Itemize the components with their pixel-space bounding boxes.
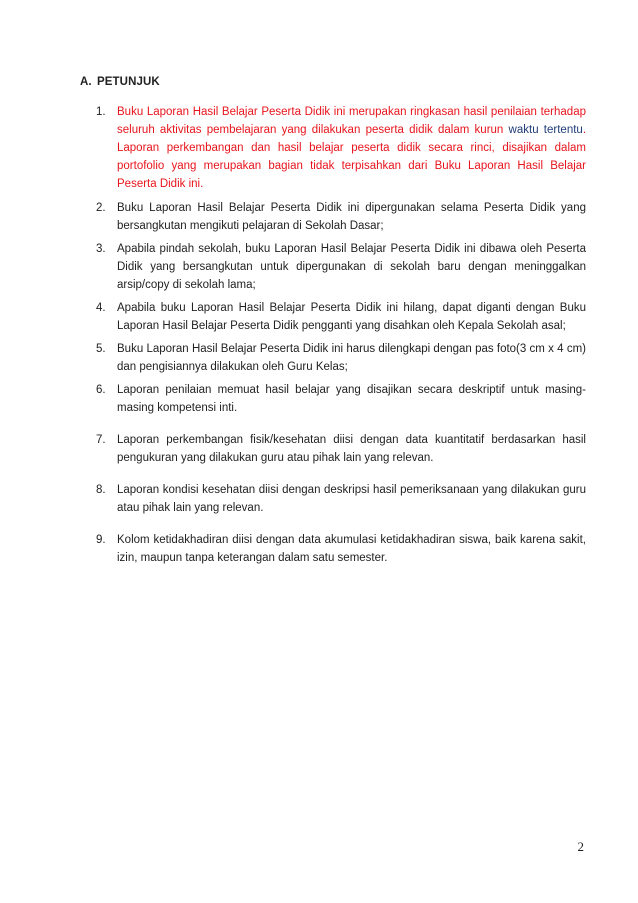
item-text: Laporan kondisi kesehatan diisi dengan deskripsi hasil pemeriksanaan yang dilakukan guru atau pihak lain yang relevan. (117, 484, 586, 514)
list-item (96, 299, 586, 335)
item-text: Kolom ketidakhadiran diisi dengan data akumulasi ketidakhadiran siswa, baik karena sakit, izin, maupun tanpa keterangan dalam satu semester. (117, 534, 586, 564)
item-text-segment: Buku Laporan Hasil Belajar Peserta Didik ini merupakan ringkasan hasil penilaian terhadap seluruh aktivitas pembelajaran yang dilakukan peserta didik dalam kurun (117, 106, 586, 136)
item-number: 5. (96, 343, 106, 355)
item-text: Buku Laporan Hasil Belajar Peserta Didik ini dipergunakan selama Peserta Didik yang bersangkutan mengikuti pelajaran di Sekolah Dasar; (117, 202, 586, 232)
list-item (96, 481, 586, 517)
section-letter: A. (80, 76, 92, 88)
list-item (96, 103, 586, 193)
item-text (117, 103, 586, 193)
item-number: 2. (96, 202, 106, 214)
item-number: 4. (96, 302, 106, 314)
item-text-segment: waktu tertentu (508, 124, 583, 136)
item-text: Laporan perkembangan fisik/kesehatan diisi dengan data kuantitatif berdasarkan hasil pengukuran yang dilakukan guru atau pihak lain yang relevan. (117, 434, 586, 464)
item-number: 7. (96, 434, 106, 446)
item-text: Apabila pindah sekolah, buku Laporan Hasil Belajar Peserta Didik ini dibawa oleh Peserta Didik yang bersangkutan untuk dipergunakan di sekolah baru dengan meninggalkan arsip/copy di sekolah lama; (117, 243, 586, 291)
list-item (96, 531, 586, 567)
list-item (96, 340, 586, 376)
list-item (96, 199, 586, 235)
list-item (96, 381, 586, 417)
item-number: 1. (96, 106, 106, 118)
section-heading (80, 76, 160, 88)
item-number: 9. (96, 534, 106, 546)
item-text: Buku Laporan Hasil Belajar Peserta Didik ini harus dilengkapi dengan pas foto(3 cm x 4 cm) dan pengisiannya dilakukan oleh Guru Kelas; (117, 343, 586, 373)
instruction-list (96, 103, 586, 567)
section-title: PETUNJUK (97, 76, 160, 88)
item-number: 8. (96, 484, 106, 496)
item-text: Laporan penilaian memuat hasil belajar yang disajikan secara deskriptif untuk masing-masing kompetensi inti. (117, 384, 586, 414)
item-number: 3. (96, 243, 106, 255)
page-number: 2 (577, 839, 584, 854)
item-text: Apabila buku Laporan Hasil Belajar Peserta Didik ini hilang, dapat diganti dengan Buku Laporan Hasil Belajar Peserta Didik pengganti yang disahkan oleh Kepala Sekolah asal; (117, 302, 586, 332)
list-item (96, 431, 586, 467)
item-text-segment: . Laporan perkembangan dan hasil belajar peserta didik secara rinci, disajikan dalam portofolio yang merupakan bagian tidak terpisahkan dari Buku Laporan Hasil Belajar Peserta Didik ini. (117, 124, 587, 190)
item-number: 6. (96, 384, 106, 396)
list-item (96, 240, 586, 294)
